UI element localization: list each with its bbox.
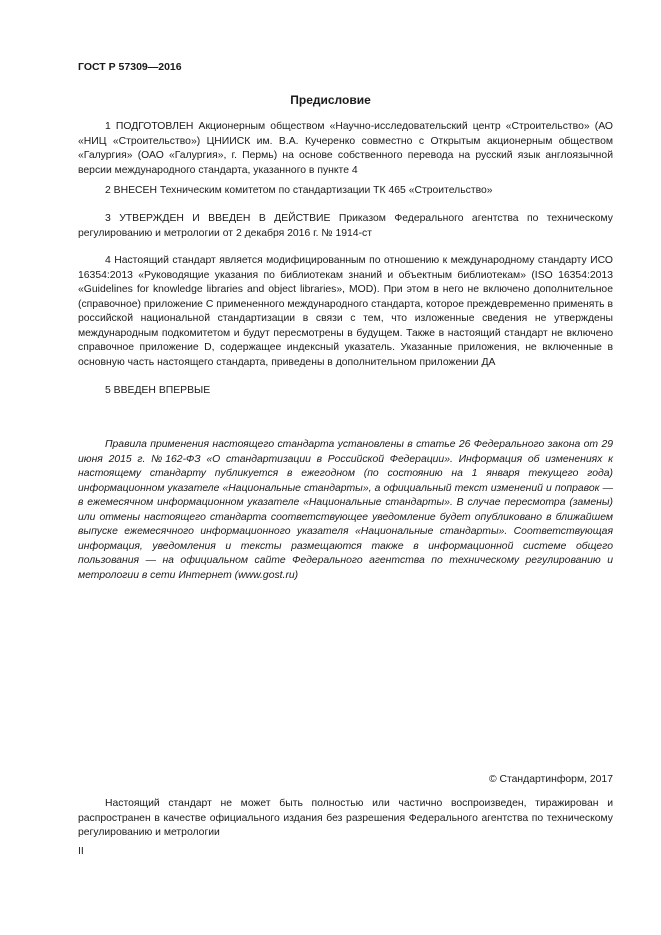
foreword-item-text: 5 ВВЕДЕН ВПЕРВЫЕ [105,385,211,396]
page-title: Предисловие [290,93,371,107]
foreword-item-1 [78,120,613,178]
foreword-item-4 [78,254,613,370]
foreword-item-text: 1 ПОДГОТОВЛЕН Акционерным обществом «Научно-исследовательский центр «Строительство» (АО «НИЦ «Строительство») ЦНИИСК им. В.А. Кучеренко совместно с Открытым акционерным обществом «Галургия» (ОАО «Галургия», г. Пермь) на основе собственного перевода на русский язык англоязычной версии международного стандарта, указанного в пункте 4 [78,121,613,176]
foreword-item-text: 4 Настоящий стандарт является модифицированным по отношению к международному стандарту ИСО 16354:2013 «Руководящие указания по библиотекам знаний и объектным библиотекам» (ISO 16354:2013 «Guidelines for knowledge libraries and object libraries», MOD). При этом в него не включено дополнительное (справочное) приложение С примененного международного стандарта, которое преждевременно применять в российской национальной стандартизации в связи с тем, что изложенные сведения не утверждены международным подкомитетом и будут пересмотрены в будущем. Также в настоящий стандарт не включено справочное приложение D, содержащее индексный указатель. Указанные приложения, не включенные в основную часть настоящего стандарта, приведены в дополнительном приложении ДА [78,255,613,368]
application-notice [78,438,613,583]
foreword-item-text: 3 УТВЕРЖДЕН И ВВЕДЕН В ДЕЙСТВИЕ Приказом Федерального агентства по техническому регулированию и метрологии от 2 декабря 2016 г. № 1914-ст [78,213,613,239]
standard-code: ГОСТ Р 57309—2016 [78,61,182,73]
rights-notice [78,797,613,841]
foreword-item-3 [78,212,613,241]
rights-notice-text: Настоящий стандарт не может быть полностью или частично воспроизведен, тиражирован и распространен в качестве официального издания без разрешения Федерального агентства по техническому регулированию и метрологии [78,798,613,838]
foreword-item-5 [78,384,613,399]
copyright-line: © Стандартинформ, 2017 [488,774,613,785]
foreword-item-2 [78,184,613,199]
foreword-item-text: 2 ВНЕСЕН Техническим комитетом по стандартизации ТК 465 «Строительство» [105,185,493,196]
application-notice-text: Правила применения настоящего стандарта установлены в статье 26 Федерального закона от 29 июня 2015 г. №162-ФЗ «О стандартизации в Российской Федерации». Информация об изменениях к настоящему стандарту публикуется в ежегодном (по состоянию на 1 января текущего года) информационном указателе «Национальные стандарты», а официальный текст изменений и поправок — в ежемесячном информационном указателе «Национальные стандарты». В случае пересмотра (замены) или отмены настоящего стандарта соответствующее уведомление будет опубликовано в ближайшем выпуске ежемесячного информационного указателя «Национальные стандарты». Соответствующая информация, уведомления и тексты размещаются также в информационной системе общего пользования — на официальном сайте Федерального агентства по техническому регулированию и метрологии в сети Интернет (www.gost.ru) [78,439,613,581]
page-number: II [78,846,84,857]
